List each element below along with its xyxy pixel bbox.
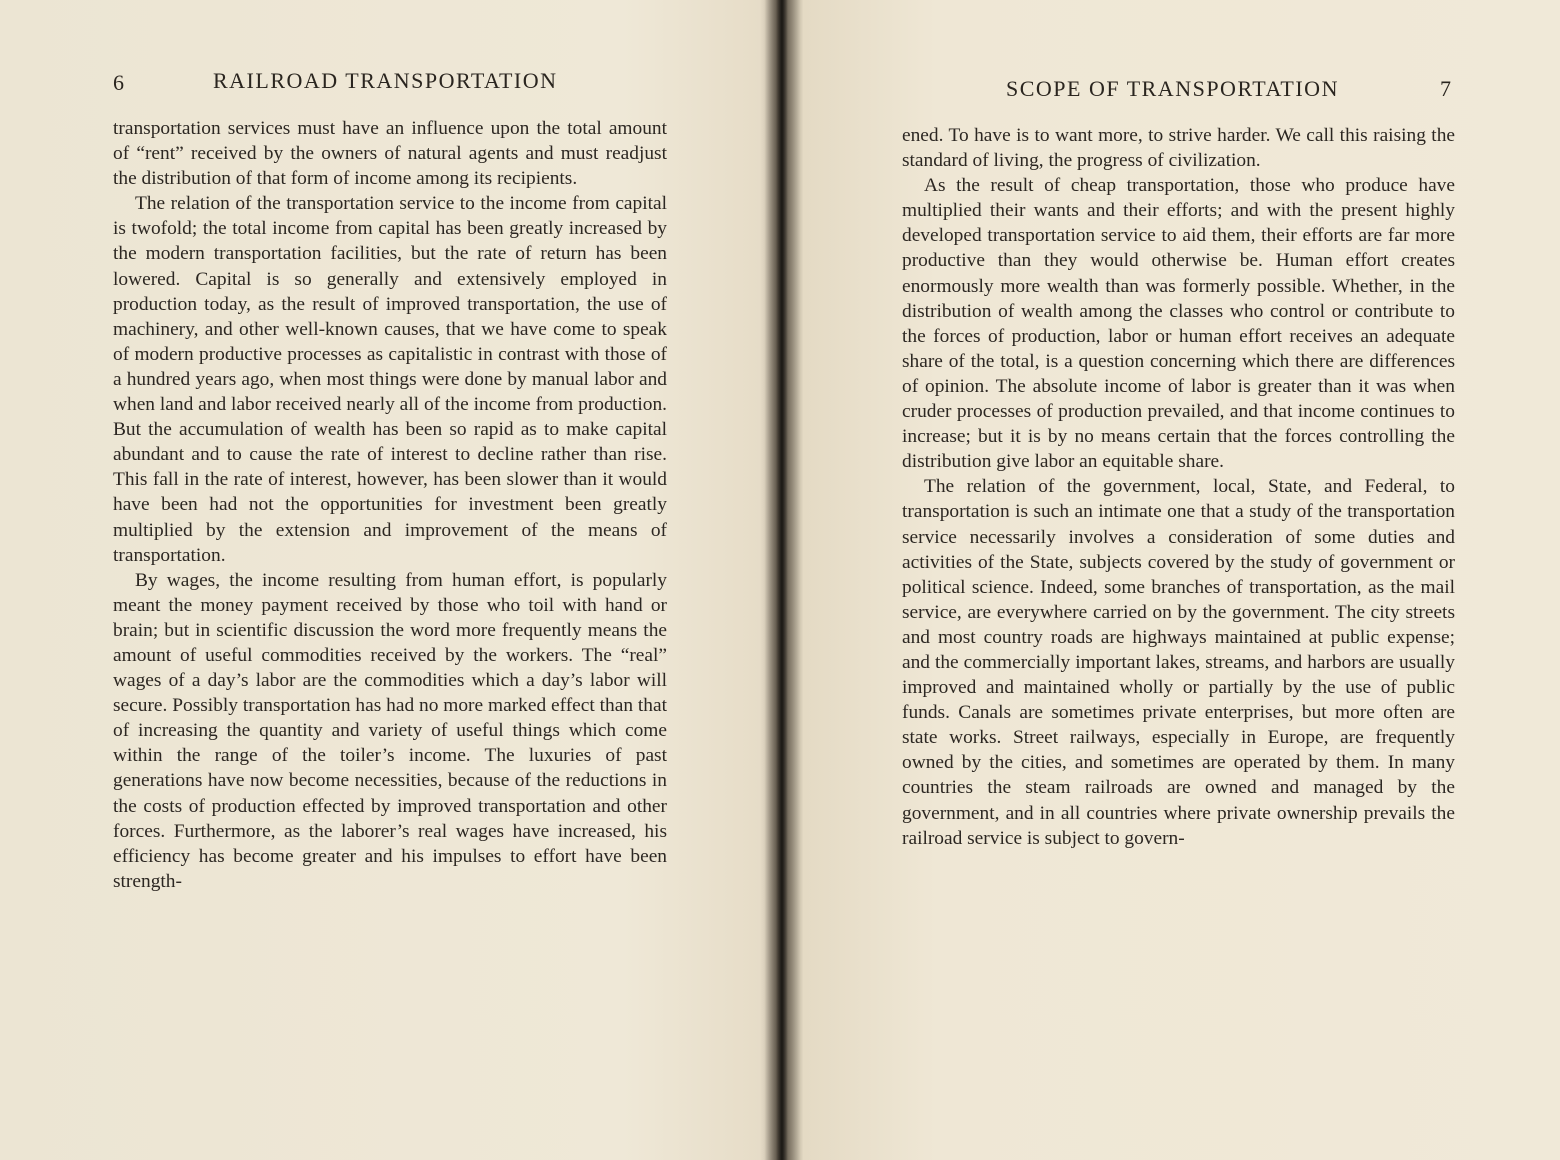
left-paragraph-3: By wages, the income resulting from human effort, is popularly meant the money payment received by those who toil with hand or brain; but in scientific discussion the word more frequently means the amount of useful commodities received by the workers. The “real” wages of a day’s labor are the commodities which a day’s labor will secure. Possibly transportation has had no more marked effect than that of increasing the quantity and variety of useful things which come within the range of the toiler’s income. The luxuries of past generations have now become necessities, because of the reductions in the costs of production effected by improved transportation and other forces. Furthermore, as the laborer’s real wages have increased, his efficiency has become greater and his impulses to effort have been strength- — [113, 569, 667, 892]
right-running-head: SCOPE OF TRANSPORTATION — [1006, 76, 1339, 101]
right-page-number: 7 — [1440, 76, 1452, 101]
left-running-head: RAILROAD TRANSPORTATION — [213, 68, 558, 93]
left-paragraph-1: transportation services must have an influence upon the total amount of “rent” received by the owners of natural agents and must readjust the distribution of that form of income among its recipients. — [113, 118, 667, 190]
left-page-number: 6 — [113, 70, 125, 95]
right-paragraph-1: ened. To have is to want more, to strive harder. We call this raising the standard of living, the progress of civilization. — [902, 125, 1455, 172]
right-paragraph-2: As the result of cheap transportation, those who produce have multiplied their wants and their efforts; and with the present highly developed transportation service to aid them, their efforts are far more productive than they would otherwise be. Human effort creates enormously more wealth than was formerly possible. Whether, in the distribution of wealth among the classes who control or contribute to the forces of production, labor or human effort receives an adequate share of the total, is a question concerning which there are differences of opinion. The absolute income of labor is greater than it was when cruder processes of production prevailed, and that income continues to increase; but it is by no means certain that the forces controlling the distribution give labor an equitable share. — [902, 175, 1455, 473]
left-text-block — [113, 116, 667, 894]
left-page — [0, 0, 775, 1160]
right-paragraph-3: The relation of the government, local, State, and Federal, to transportation is such an intimate one that a study of the transportation service necessarily involves a consideration of some duties and activities of the State, subjects covered by the study of government or political science. Indeed, some branches of transportation, as the mail service, are everywhere carried on by the government. The city streets and most country roads are highways maintained at public expense; and the commercially important lakes, streams, and harbors are usually improved and maintained wholly or partially by the use of public funds. Canals are sometimes private enterprises, but more often are state works. Street railways, especially in Europe, are frequently owned by the cities, and sometimes are operated by them. In many countries the steam railroads are owned and managed by the government, and in all countries where private ownership prevails the railroad service is subject to govern- — [902, 476, 1455, 849]
right-page — [785, 0, 1560, 1160]
left-paragraph-2: The relation of the transportation service to the income from capital is twofold; the total income from capital has been greatly increased by the modern transportation facilities, but the rate of return has been lowered. Capital is so generally and extensively employed in production today, as the result of improved transportation, the use of machinery, and other well-known causes, that we have come to speak of modern productive processes as capitalistic in contrast with those of a hundred years ago, when most things were done by manual labor and when land and labor received nearly all of the income from production. But the accumulation of wealth has been so rapid as to make capital abundant and to cause the rate of interest to decline rather than rise. This fall in the rate of interest, however, has been slower than it would have been had not the opportunities for investment been greatly multiplied by the extension and improvement of the means of transportation. — [113, 193, 667, 566]
right-text-block — [902, 123, 1455, 851]
